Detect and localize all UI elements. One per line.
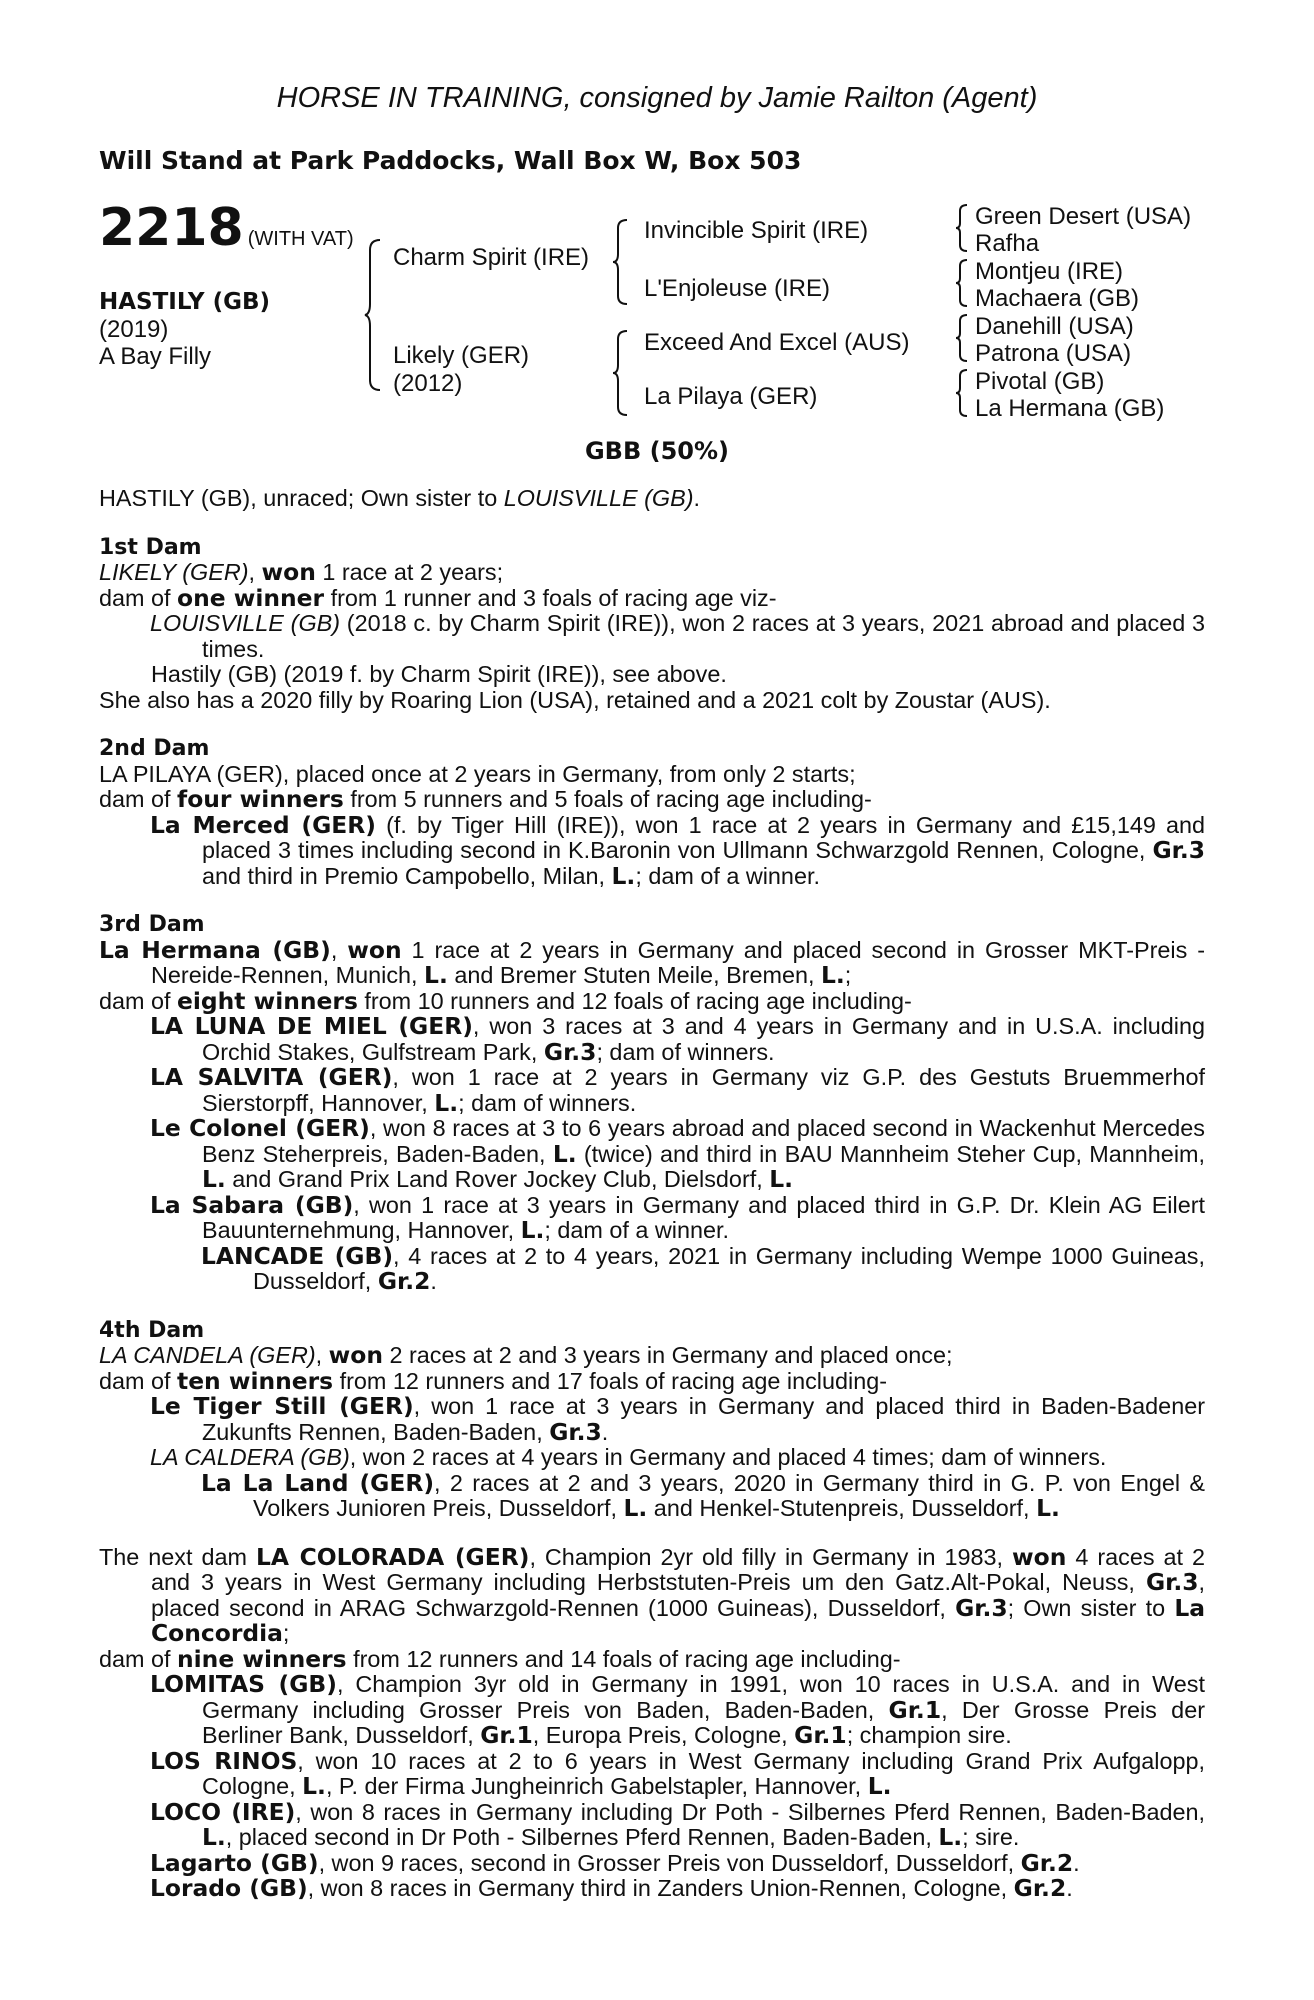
- next-dam-foal-1: LOMITAS (GB), Champion 3yr old in Germany in 1991, won 10 races in U.S.A. and in West Germany including Grosser Preis von Baden, Baden-Baden, Gr.1, Der Grosse Preis der Berliner Bank, Dusseldorf, Gr.1, Europa Preis, Cologne, Gr.1; champion sire.: [150, 1670, 1205, 1749]
- pedigree-sds: Montjeu (IRE): [975, 258, 1124, 285]
- pedigree-brace-sire: [612, 218, 630, 306]
- third-dam-foal-1: LA LUNA DE MIEL (GER), won 3 races at 3 and 4 years in Germany and in U.S.A. including Orchid Stakes, Gulfstream Park, Gr.3; dam of winners.: [150, 1012, 1205, 1066]
- first-dam-produce: dam of one winner from 1 runner and 3 foals of racing age viz-: [99, 583, 777, 612]
- horse-name: HASTILY (GB): [99, 289, 271, 315]
- next-dam-foal-3: LOCO (IRE), won 8 races in Germany including Dr Poth - Silbernes Pferd Rennen, Baden-Baden, L., placed second in Dr Poth - Silbernes Pferd Rennen, Baden-Baden, L.; sire.: [150, 1797, 1205, 1851]
- pedigree-ds: Exceed And Excel (AUS): [644, 329, 910, 356]
- pedigree-dss: Danehill (USA): [975, 313, 1134, 340]
- brace-ss: [955, 203, 969, 253]
- third-dam-foal-2: LA SALVITA (GER), won 1 race at 2 years in Germany viz G.P. des Gestuts Bruemmerhof Sierstorpff, Hannover, L.; dam of winners.: [150, 1063, 1205, 1117]
- third-dam-foal-4: La Sabara (GB), won 1 race at 3 years in Germany and placed third in G.P. Dr. Klein AG Eilert Bauunternehmung, Hannover, L.; dam of a winner.: [150, 1190, 1205, 1244]
- brace-sd: [955, 258, 969, 308]
- first-dam-line: LIKELY (GER), won 1 race at 2 years;: [99, 558, 504, 586]
- next-dam-foal-5: Lorado (GB), won 8 races in Germany third in Zanders Union-Rennen, Cologne, Gr.2.: [150, 1874, 1073, 1902]
- pedigree-dsd: Patrona (USA): [975, 340, 1132, 367]
- intro-line: HASTILY (GB), unraced; Own sister to LOUISVILLE (GB).: [99, 485, 701, 511]
- second-dam-produce: dam of four winners from 5 runners and 5 foals of racing age including-: [99, 785, 872, 813]
- second-dam-foal-1: La Merced (GER) (f. by Tiger Hill (IRE)), won 1 race at 2 years in Germany and £15,149 and placed 3 times including second in K.Baronin von Ullmann Schwarzgold Rennen, Cologne, Gr.3 and third in Premio Campobello, Milan, L.; dam of a winner.: [150, 810, 1205, 890]
- second-dam-heading: 2nd Dam: [99, 736, 210, 761]
- third-dam-line: La Hermana (GB), won 1 race at 2 years in Germany and placed second in Grosser MKT-Preis - Nereide-Rennen, Munich, L. and Bremer Stuten Meile, Bremen, L.;: [99, 935, 1206, 989]
- third-dam-grandfoal-1: LANCADE (GB), 4 races at 2 to 4 years, 2021 in Germany including Wempe 1000 Guineas, Dusseldorf, Gr.2.: [201, 1241, 1205, 1295]
- pedigree-sss: Green Desert (USA): [975, 203, 1192, 230]
- pedigree-dds: Pivotal (GB): [975, 368, 1105, 395]
- lot-number-block: [99, 198, 354, 258]
- pedigree-ddd: La Hermana (GB): [975, 395, 1165, 422]
- brace-ds: [955, 313, 969, 363]
- fourth-dam-foal-2: LA CALDERA (GB), won 2 races at 4 years in Germany and placed 4 times; dam of winners.: [150, 1444, 1107, 1470]
- first-dam-foal-1: LOUISVILLE (GB) (2018 c. by Charm Spirit (IRE)), won 2 races at 3 years, 2021 abroad and placed 3 times.: [150, 610, 1205, 662]
- vat-note: (WITH VAT): [247, 228, 354, 250]
- fourth-dam-grandfoal-1: La La Land (GER), 2 races at 2 and 3 years, 2020 in Germany third in G. P. von Engel & Volkers Junioren Preis, Dusseldorf, L. and Henkel-Stutenpreis, Dusseldorf, L.: [201, 1468, 1206, 1522]
- first-dam-heading: 1st Dam: [99, 534, 202, 560]
- page-header: HORSE IN TRAINING, consigned by Jamie Railton (Agent): [276, 82, 1038, 114]
- pedigree-ss: Invincible Spirit (IRE): [644, 217, 869, 244]
- first-dam-also: She also has a 2020 filly by Roaring Lion (USA), retained and a 2021 colt by Zoustar (AUS).: [99, 686, 1051, 713]
- next-dam-foal-2: LOS RINOS, won 10 races at 2 to 6 years in West Germany including Grand Prix Aufgalopp, Cologne, L., P. der Firma Jungheinrich Gabelstapler, Hannover, L.: [150, 1746, 1205, 1800]
- pedigree-sire: Charm Spirit (IRE): [393, 244, 590, 271]
- fourth-dam-produce: dam of ten winners from 12 runners and 17 foals of racing age including-: [99, 1366, 888, 1395]
- lot-number: 2218: [99, 198, 244, 258]
- third-dam-heading: 3rd Dam: [99, 912, 205, 937]
- third-dam-foal-3: Le Colonel (GER), won 8 races at 3 to 6 years abroad and placed second in Wackenhut Mercedes Benz Steherpreis, Baden-Baden, L. (twice) and third in BAU Mannheim Steher Cup, Mannheim, L. and Grand Prix Land Rover Jockey Club, Dielsdorf, L.: [150, 1114, 1205, 1193]
- fourth-dam-foal-1: Le Tiger Still (GER), won 1 race at 3 years in Germany and placed third in Baden-Badener Zukunfts Rennen, Baden-Baden, Gr.3.: [150, 1392, 1205, 1446]
- horse-description: A Bay Filly: [99, 343, 212, 370]
- brace-dd: [955, 368, 969, 418]
- pedigree-dd: La Pilaya (GER): [644, 383, 818, 410]
- third-dam-produce: dam of eight winners from 10 runners and 12 foals of racing age including-: [99, 986, 912, 1015]
- fourth-dam-heading: 4th Dam: [99, 1317, 205, 1343]
- pedigree-dam-year: (2012): [393, 370, 463, 397]
- pedigree-ssd: Rafha: [975, 230, 1040, 257]
- stand-location: Will Stand at Park Paddocks, Wall Box W, Box 503: [99, 146, 802, 175]
- breed-code: GBB (50%): [584, 437, 730, 465]
- next-dam-produce: dam of nine winners from 12 runners and 14 foals of racing age including-: [99, 1644, 901, 1673]
- pedigree-dam: Likely (GER): [393, 342, 530, 369]
- pedigree-sdd: Machaera (GB): [975, 285, 1140, 312]
- fourth-dam-line: LA CANDELA (GER), won 2 races at 2 and 3 years in Germany and placed once;: [99, 1341, 953, 1369]
- pedigree-brace-main: [364, 238, 384, 392]
- next-dam-foal-4: Lagarto (GB), won 9 races, second in Grosser Preis von Dusseldorf, Dusseldorf, Gr.2.: [150, 1848, 1080, 1877]
- second-dam-line: LA PILAYA (GER), placed once at 2 years in Germany, from only 2 starts;: [99, 760, 856, 787]
- first-dam-foal-2: Hastily (GB) (2019 f. by Charm Spirit (IRE)), see above.: [151, 661, 727, 687]
- pedigree-brace-dam: [612, 329, 630, 417]
- next-dam-paragraph: The next dam LA COLORADA (GER), Champion 2yr old filly in Germany in 1983, won 4 races at 2 and 3 years in West Germany including Herbststuten-Preis um den Gatz.Alt-Pokal, Neuss, Gr.3, placed second in ARAG Schwarzgold-Rennen (1000 Guineas), Dusseldorf, Gr.3; Own sister to La Concordia;: [99, 1542, 1206, 1647]
- horse-year: (2019): [99, 316, 169, 343]
- pedigree-sd: L'Enjoleuse (IRE): [644, 275, 830, 302]
- catalogue-body: [99, 486, 1205, 1902]
